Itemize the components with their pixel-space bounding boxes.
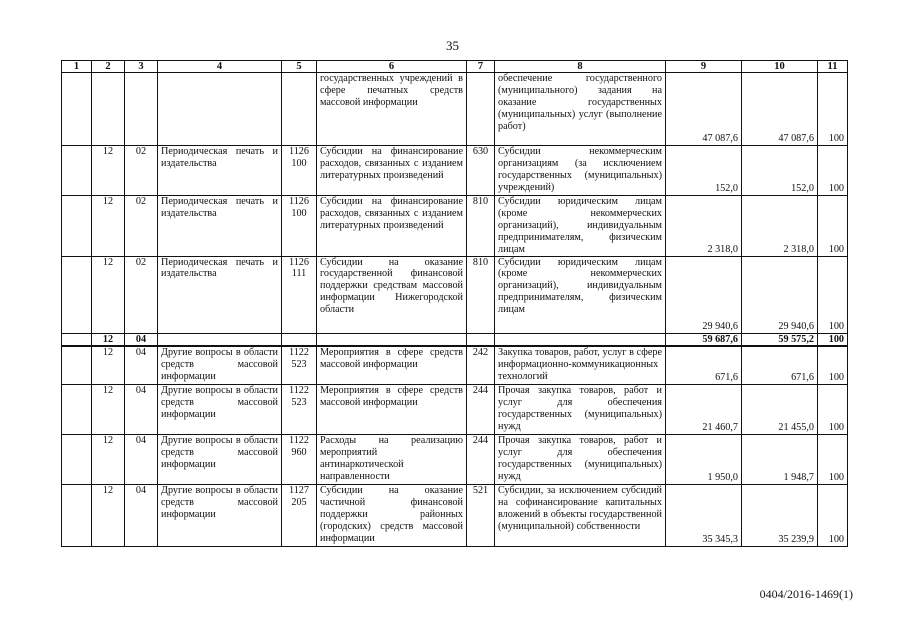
cell-subsection — [125, 73, 158, 146]
cell-expense-name: Закупка товаров, работ, услуг в сфере информационно-коммуникационных технологий — [495, 346, 666, 384]
cell-section-name: Другие вопросы в области средств массовой информации — [158, 384, 282, 434]
cell-expense-type: 242 — [467, 346, 495, 384]
cell-percent: 100 — [818, 73, 848, 146]
cell-section-name: Периодическая печать и издательства — [158, 196, 282, 257]
cell-section-name: Другие вопросы в области средств массовой информации — [158, 346, 282, 384]
cell-percent: 100 — [818, 346, 848, 384]
cell-target-name: Субсидии на оказание государственной финансовой поддержки средствам массовой информации Нижегородской области — [317, 256, 467, 333]
table-row — [62, 384, 848, 434]
cell-planned: 671,6 — [666, 346, 742, 384]
cell-section: 12 — [92, 333, 125, 346]
cell-target-code: 1122 960 — [282, 434, 317, 484]
cell-c1 — [62, 256, 92, 333]
cell-target-code: 1126 100 — [282, 196, 317, 257]
cell-actual: 671,6 — [742, 346, 818, 384]
cell-c1 — [62, 484, 92, 546]
column-header: 3 — [125, 61, 158, 73]
cell-expense-type — [467, 73, 495, 146]
column-header: 2 — [92, 61, 125, 73]
cell-target-code — [282, 73, 317, 146]
cell-c1 — [62, 146, 92, 196]
cell-target-name — [317, 333, 467, 346]
cell-target-code: 1127 205 — [282, 484, 317, 546]
cell-subsection: 02 — [125, 146, 158, 196]
cell-expense-name: Субсидии юридическим лицам (кроме некоммерческих организаций), индивидуальным предпринимателям, физическим лицам — [495, 196, 666, 257]
cell-percent: 100 — [818, 384, 848, 434]
table-row — [62, 196, 848, 257]
cell-target-name: Мероприятия в сфере средств массовой информации — [317, 384, 467, 434]
cell-section: 12 — [92, 256, 125, 333]
cell-expense-type: 244 — [467, 434, 495, 484]
cell-section-name: Периодическая печать и издательства — [158, 146, 282, 196]
cell-expense-type — [467, 333, 495, 346]
table-row — [62, 484, 848, 546]
cell-section: 12 — [92, 384, 125, 434]
cell-section-name — [158, 73, 282, 146]
cell-planned: 21 460,7 — [666, 384, 742, 434]
table-header-row — [62, 61, 848, 73]
cell-percent: 100 — [818, 196, 848, 257]
cell-section: 12 — [92, 196, 125, 257]
table-row — [62, 434, 848, 484]
budget-table — [61, 60, 848, 547]
subtotal-row — [62, 333, 848, 346]
cell-planned: 47 087,6 — [666, 73, 742, 146]
cell-expense-name: Субсидии юридическим лицам (кроме некоммерческих организаций), индивидуальным предпринимателям, физическим лицам — [495, 256, 666, 333]
cell-planned: 1 950,0 — [666, 434, 742, 484]
cell-subsection: 04 — [125, 333, 158, 346]
cell-section: 12 — [92, 346, 125, 384]
cell-section-name: Периодическая печать и издательства — [158, 256, 282, 333]
cell-expense-name: Прочая закупка товаров, работ и услуг для обеспечения государственных (муниципальных) нужд — [495, 384, 666, 434]
cell-expense-name: обеспечение государственного (муниципального) задания на оказание государственных (муниципальных) услуг (выполнение работ) — [495, 73, 666, 146]
cell-target-code: 1122 523 — [282, 384, 317, 434]
column-header: 11 — [818, 61, 848, 73]
cell-c1 — [62, 346, 92, 384]
cell-percent: 100 — [818, 333, 848, 346]
column-header: 6 — [317, 61, 467, 73]
cell-percent: 100 — [818, 146, 848, 196]
cell-target-name: Мероприятия в сфере средств массовой информации — [317, 346, 467, 384]
cell-expense-type: 630 — [467, 146, 495, 196]
cell-target-code — [282, 333, 317, 346]
cell-section: 12 — [92, 434, 125, 484]
column-header: 7 — [467, 61, 495, 73]
cell-section — [92, 73, 125, 146]
cell-expense-type: 810 — [467, 196, 495, 257]
column-header: 5 — [282, 61, 317, 73]
cell-target-name: Субсидии на оказание частичной финансовой поддержки районных (городских) средств массовой информации — [317, 484, 467, 546]
cell-expense-name: Субсидии некоммерческим организациям (за исключением государственных (муниципальных) учреждений) — [495, 146, 666, 196]
cell-actual: 152,0 — [742, 146, 818, 196]
cell-actual: 21 455,0 — [742, 384, 818, 434]
cell-expense-type: 521 — [467, 484, 495, 546]
cell-expense-name: Прочая закупка товаров, работ и услуг для обеспечения государственных (муниципальных) нужд — [495, 434, 666, 484]
cell-c1 — [62, 73, 92, 146]
cell-target-code: 1122 523 — [282, 346, 317, 384]
cell-c1 — [62, 384, 92, 434]
cell-section: 12 — [92, 484, 125, 546]
cell-planned: 35 345,3 — [666, 484, 742, 546]
cell-target-name: Субсидии на финансирование расходов, связанных с изданием литературных произведений — [317, 196, 467, 257]
table-row — [62, 256, 848, 333]
cell-c1 — [62, 434, 92, 484]
page-number: 35 — [446, 38, 459, 53]
cell-target-name: государственных учреждений в сфере печатных средств массовой информации — [317, 73, 467, 146]
cell-actual: 29 940,6 — [742, 256, 818, 333]
cell-expense-name: Субсидии, за исключением субсидий на софинансирование капитальных вложений в объекты государственной (муниципальной) собственности — [495, 484, 666, 546]
cell-subsection: 04 — [125, 434, 158, 484]
column-header: 10 — [742, 61, 818, 73]
cell-planned: 29 940,6 — [666, 256, 742, 333]
cell-actual: 2 318,0 — [742, 196, 818, 257]
table-row — [62, 346, 848, 384]
cell-section-name — [158, 333, 282, 346]
cell-subsection: 04 — [125, 384, 158, 434]
cell-target-name: Расходы на реализацию мероприятий антинаркотической направленности — [317, 434, 467, 484]
cell-percent: 100 — [818, 484, 848, 546]
cell-actual: 47 087,6 — [742, 73, 818, 146]
cell-subsection: 04 — [125, 346, 158, 384]
column-header: 9 — [666, 61, 742, 73]
cell-planned: 59 687,6 — [666, 333, 742, 346]
cell-c1 — [62, 333, 92, 346]
cell-percent: 100 — [818, 434, 848, 484]
cell-subsection: 02 — [125, 196, 158, 257]
column-header: 8 — [495, 61, 666, 73]
cell-planned: 152,0 — [666, 146, 742, 196]
cell-actual: 59 575,2 — [742, 333, 818, 346]
cell-actual: 35 239,9 — [742, 484, 818, 546]
document-code: 0404/2016-1469(1) — [759, 587, 853, 601]
cell-expense-name — [495, 333, 666, 346]
cell-section-name: Другие вопросы в области средств массовой информации — [158, 484, 282, 546]
cell-target-code: 1126 100 — [282, 146, 317, 196]
cell-planned: 2 318,0 — [666, 196, 742, 257]
cell-subsection: 04 — [125, 484, 158, 546]
cell-subsection: 02 — [125, 256, 158, 333]
table-row — [62, 146, 848, 196]
cell-target-code: 1126 111 — [282, 256, 317, 333]
table-row — [62, 73, 848, 146]
column-header: 4 — [158, 61, 282, 73]
cell-target-name: Субсидии на финансирование расходов, связанных с изданием литературных произведений — [317, 146, 467, 196]
cell-actual: 1 948,7 — [742, 434, 818, 484]
cell-c1 — [62, 196, 92, 257]
cell-section: 12 — [92, 146, 125, 196]
cell-expense-type: 810 — [467, 256, 495, 333]
cell-section-name: Другие вопросы в области средств массовой информации — [158, 434, 282, 484]
column-header: 1 — [62, 61, 92, 73]
cell-percent: 100 — [818, 256, 848, 333]
cell-expense-type: 244 — [467, 384, 495, 434]
